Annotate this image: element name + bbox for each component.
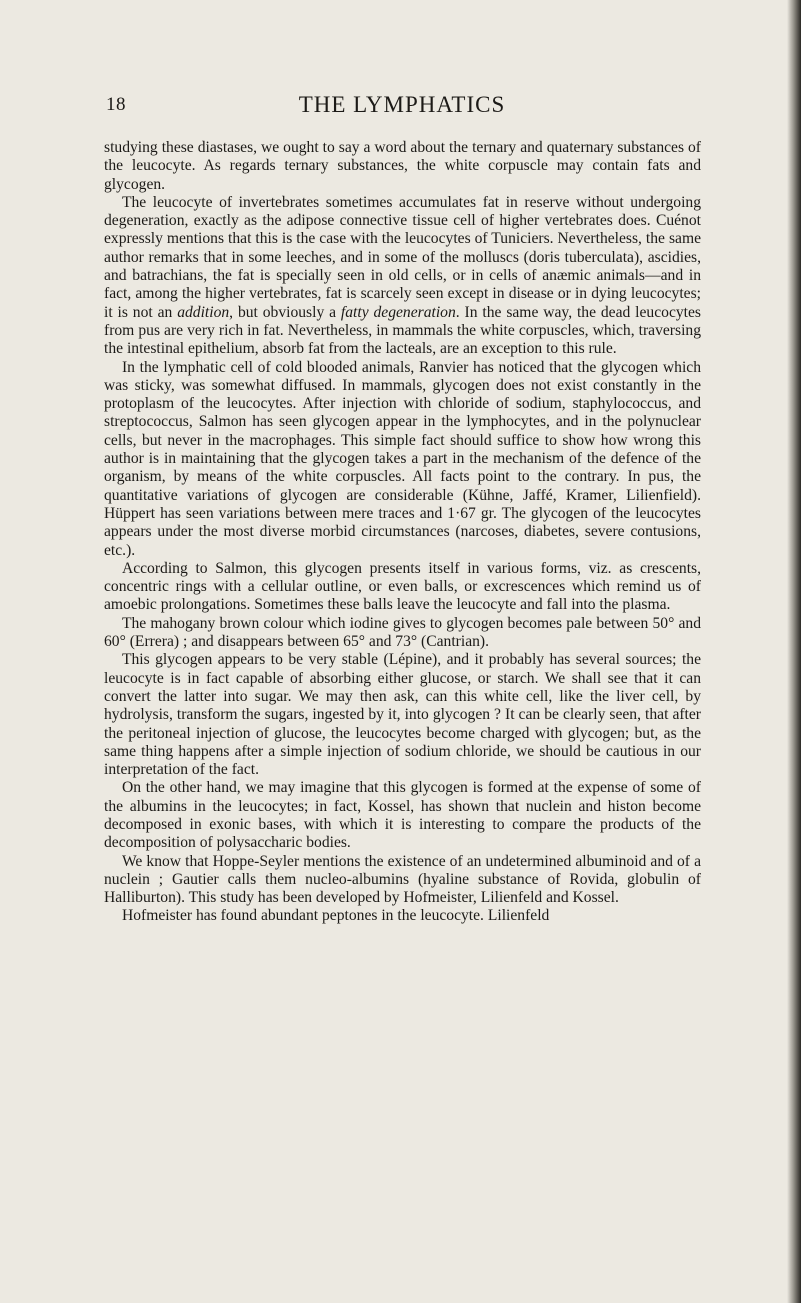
text-run: . In the same way, the dead leucocytes from pus are very rich in fat. Nevertheless, in mammals the white corpuscles, which, traversing the intestinal epithelium, absorb fat from the lacteals, are an exception to this rule. bbox=[104, 303, 701, 358]
paragraph bbox=[104, 139, 701, 194]
body-text bbox=[104, 139, 701, 926]
text-run: The leucocyte of invertebrates sometimes accumulates fat in reserve without undergoing degeneration, exactly as the adipose connective tissue cell of higher vertebrates does. Cuénot expressly mentions that this is the case with the leucocytes of Tuniciers. Nevertheless, the same author remarks that in some leeches, and in some of the molluscs (doris tuberculata), ascidies, and batrachians, the fat is specially seen in old cells, or in cells of anæmic animals—and in fact, among the higher vertebrates, fat is scarcely seen except in disease or in dying leucocytes; it is not an bbox=[104, 193, 701, 321]
paragraph bbox=[104, 615, 701, 652]
running-head: THE LYMPHATICS bbox=[298, 92, 506, 117]
page-header bbox=[104, 92, 700, 122]
paragraph bbox=[104, 779, 701, 852]
paragraph bbox=[104, 651, 701, 779]
text-run: According to Salmon, this glycogen presents itself in various forms, viz. as crescents, concentric rings with a cellular outline, or even balls, or excrescences which remind us of amoebic prolongations. Sometimes these balls leave the leucocyte and fall into the plasma. bbox=[104, 559, 701, 614]
text-run: We know that Hoppe-Seyler mentions the existence of an undetermined albuminoid and of a nuclein ; Gautier calls them nucleo-albumins (hyaline substance of Rovida, globulin of Halliburton). This study has been developed by Hofmeister, Lilienfeld and Kossel. bbox=[104, 852, 701, 907]
paragraph bbox=[104, 907, 701, 925]
paragraph bbox=[104, 853, 701, 908]
text-run: studying these diastases, we ought to say a word about the ternary and quaternary substances of the leucocyte. As regards ternary substances, the white corpuscle may contain fats and glycogen. bbox=[104, 139, 701, 193]
text-run: Hofmeister has found abundant peptones in the leucocyte. Lilienfeld bbox=[121, 907, 550, 925]
text-run: This glycogen appears to be very stable (Lépine), and it probably has several sources; the leucocyte is in fact capable of absorbing either glucose, or starch. We shall see that it can convert the latter into sugar. We may then ask, can this white cell, like the liver cell, by hydrolysis, transform the sugars, ingested by it, into glycogen ? It can be clearly seen, that after the peritoneal injection of glucose, the leucocytes become charged with glycogen; but, as the same thing happens after a simple injection of sodium chloride, we should be cautious in our interpretation of the fact. bbox=[104, 651, 701, 779]
page-number: 18 bbox=[106, 94, 126, 115]
paragraph bbox=[104, 194, 701, 359]
italic-text: addition bbox=[177, 303, 230, 321]
paragraph bbox=[104, 359, 701, 560]
text-run: On the other hand, we may imagine that this glycogen is formed at the expense of some of the albumins in the leucocytes; in fact, Kossel, has shown that nuclein and histon become decomposed in exonic bases, with which it is interesting to compare the products of the decomposition of polysaccharic bodies. bbox=[104, 779, 701, 852]
text-run: In the lymphatic cell of cold blooded animals, Ranvier has noticed that the glycogen which was sticky, was somewhat diffused. In mammals, glycogen does not exist constantly in the protoplasm of the leucocytes. After injection with chloride of sodium, staphylococcus, and streptococcus, Salmon has seen glycogen appear in the lymphocytes, and in the polynuclear cells, but never in the macrophages. This simple fact should suffice to show how wrong this author is in maintaining that the glycogen takes a part in the mechanism of the defence of the organism, by means of the white corpuscles. All facts point to the contrary. In pus, the quantitative variations of glycogen are considerable (Kühne, Jaffé, Kramer, Lilienfield). Hüppert has seen variations between mere traces and 1·67 gr. The glycogen of the leucocytes appears under the most diverse morbid circumstances (narcoses, diabetes, severe contusions, etc.). bbox=[104, 358, 701, 559]
text-run: , but obviously a bbox=[229, 303, 341, 321]
page-edge-shadow bbox=[787, 0, 801, 1303]
text-run: The mahogany brown colour which iodine gives to glycogen becomes pale between 50° and 60° (Errera) ; and disappears between 65° and 73° (Cantrian). bbox=[104, 614, 701, 651]
italic-text: fatty degeneration bbox=[340, 303, 456, 321]
paragraph bbox=[104, 560, 701, 615]
